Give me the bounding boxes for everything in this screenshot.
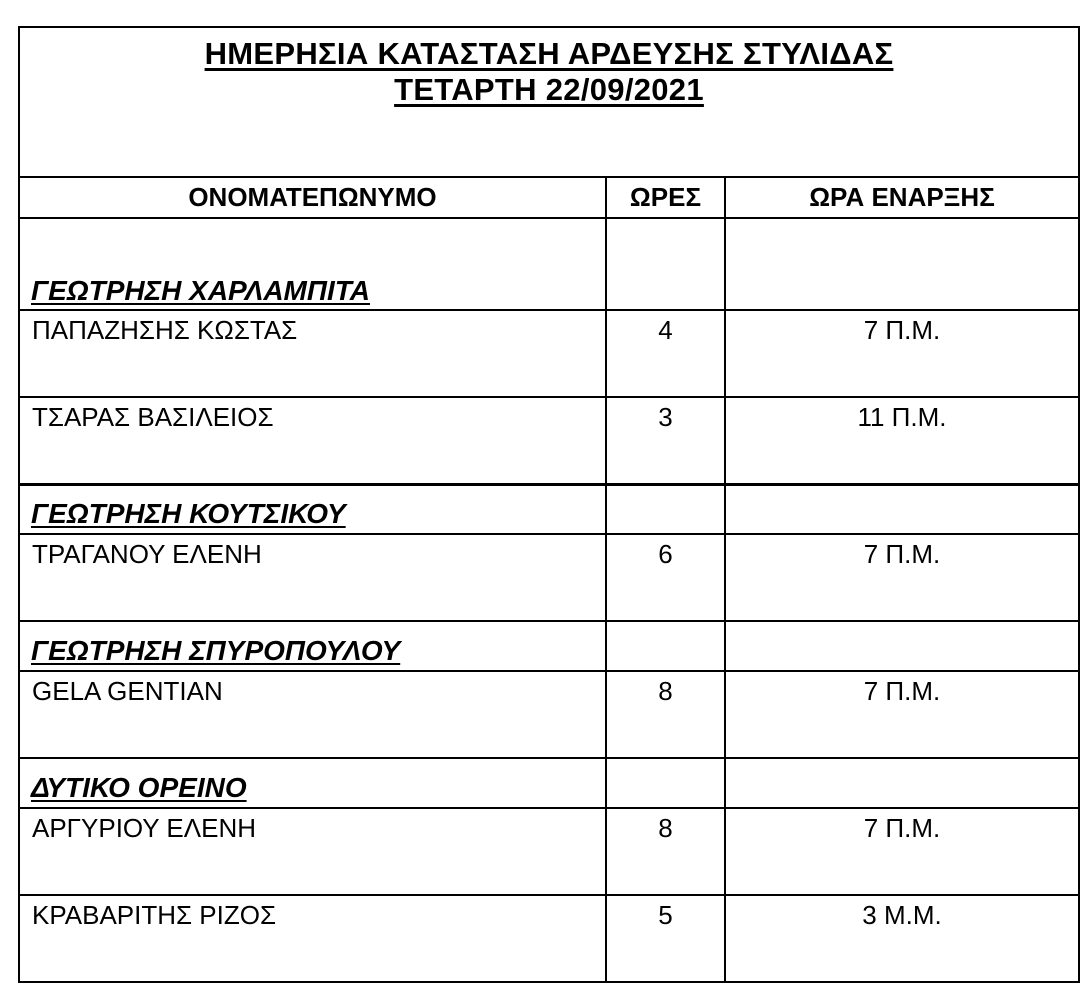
row-hours: 4 [606,310,725,397]
section-label: ΓΕΩΤΡΗΣΗ ΣΠΥΡΟΠΟΥΛΟΥ [31,635,401,667]
section-row [19,621,1079,671]
section-cell [19,485,606,534]
section-row [19,218,1079,310]
section-row [19,485,1079,534]
header-name: ΟΝΟΜΑΤΕΠΩΝΥΜΟ [19,177,606,218]
empty-cell [725,621,1079,671]
empty-cell [725,485,1079,534]
empty-cell [725,758,1079,808]
row-start-time: 7 Π.Μ. [725,808,1079,895]
title-cell [19,27,1079,177]
section-label: ΓΕΩΤΡΗΣΗ ΧΑΡΛΑΜΠΙΤΑ [31,274,370,306]
title-row [19,27,1079,177]
row-hours: 6 [606,534,725,621]
row-name: ΚΡΑΒΑΡΙΤΗΣ ΡΙΖΟΣ [19,895,606,982]
header-hours: ΩΡΕΣ [606,177,725,218]
empty-cell [725,218,1079,310]
row-name: ΤΡΑΓΑΝΟΥ ΕΛΕΝΗ [19,534,606,621]
document-title: ΗΜΕΡΗΣΙΑ ΚΑΤΑΣΤΑΣΗ ΑΡΔΕΥΣΗΣ ΣΤΥΛΙΔΑΣ [204,36,894,71]
empty-cell [606,485,725,534]
row-hours: 8 [606,808,725,895]
section-cell [19,758,606,808]
row-start-time: 7 Π.Μ. [725,534,1079,621]
row-start-time: 11 Π.Μ. [725,397,1079,485]
row-start-time: 7 Π.Μ. [725,310,1079,397]
row-start-time: 3 Μ.Μ. [725,895,1079,982]
document-date: ΤΕΤΑΡΤΗ 22/09/2021 [394,71,704,107]
row-hours: 5 [606,895,725,982]
section-row [19,758,1079,808]
header-row [19,177,1079,218]
table-row [19,808,1079,895]
table-row [19,671,1079,758]
header-start-time: ΩΡΑ ΕΝΑΡΞΗΣ [725,177,1079,218]
table-row [19,534,1079,621]
table-row [19,310,1079,397]
section-label: ΔΥΤΙΚΟ ΟΡΕΙΝΟ [31,772,247,804]
irrigation-schedule-table [18,26,1080,983]
empty-cell [606,218,725,310]
section-cell [19,621,606,671]
section-cell [19,218,606,310]
row-hours: 8 [606,671,725,758]
empty-cell [606,621,725,671]
table-row [19,895,1079,982]
row-name: ΤΣΑΡΑΣ ΒΑΣΙΛΕΙΟΣ [19,397,606,485]
table-row [19,397,1079,485]
section-label: ΓΕΩΤΡΗΣΗ ΚΟΥΤΣΙΚΟΥ [31,498,346,530]
row-start-time: 7 Π.Μ. [725,671,1079,758]
row-name: ΑΡΓΥΡΙΟΥ ΕΛΕΝΗ [19,808,606,895]
row-name: GELA GENTIAN [19,671,606,758]
empty-cell [606,758,725,808]
row-hours: 3 [606,397,725,485]
row-name: ΠΑΠΑΖΗΣΗΣ ΚΩΣΤΑΣ [19,310,606,397]
